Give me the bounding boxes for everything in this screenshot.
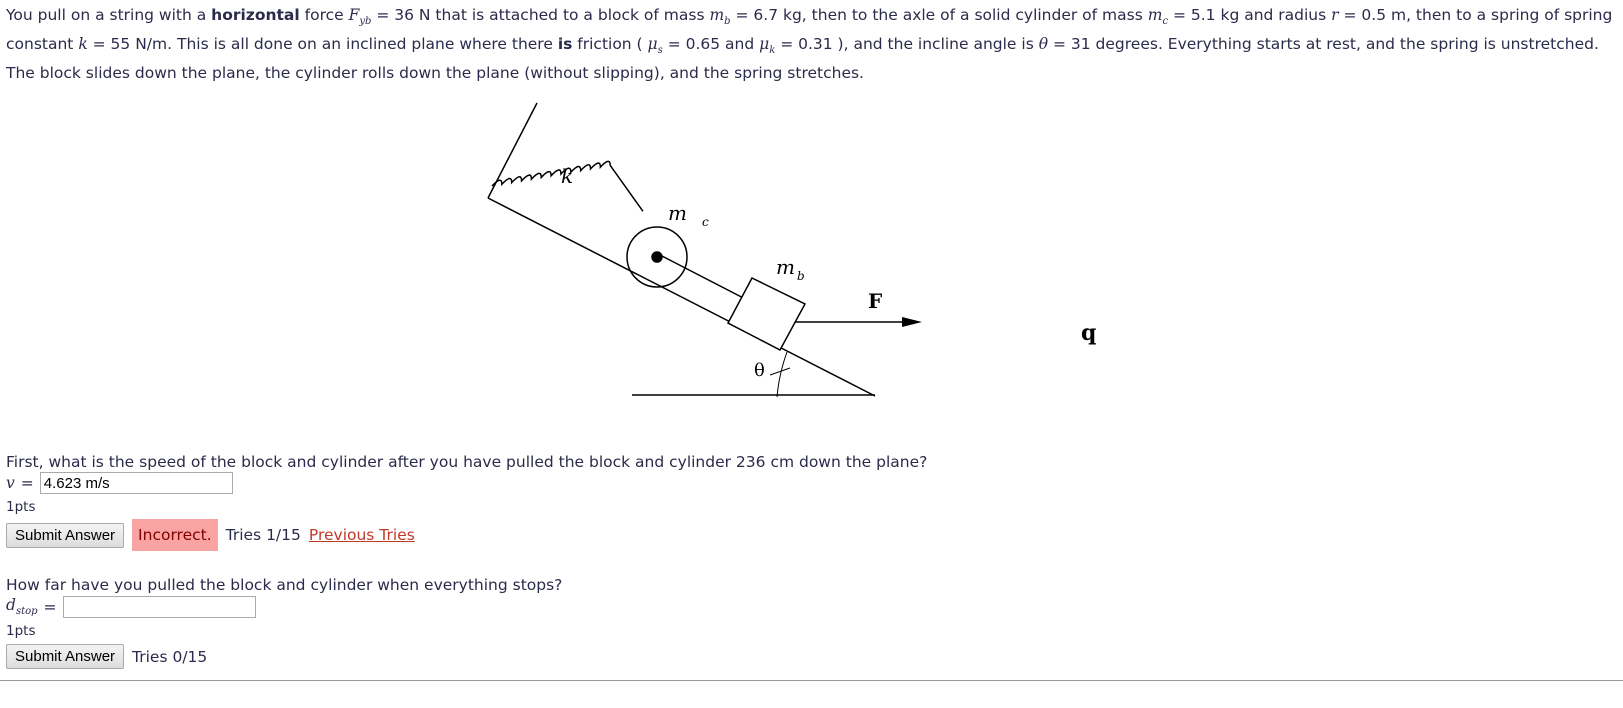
var-sub: yb — [359, 16, 372, 28]
var: θ — [1038, 35, 1049, 54]
var-sub: c — [1162, 16, 1169, 28]
text: = 0.65 and — [662, 35, 760, 54]
label-k: k — [561, 164, 574, 188]
text: = 31 degrees. Everything starts at rest, and the spring is unstretched. The block slides down the plane, the cylinder rolls down the plane (without slipping), and the spring stretches. — [6, 35, 1599, 83]
cylinder-axle — [652, 252, 662, 262]
status-badge: Incorrect. — [132, 519, 218, 551]
divider — [0, 680, 1623, 681]
var: m — [1147, 6, 1163, 24]
var-sub: b — [724, 16, 731, 28]
incline-surface — [488, 198, 875, 396]
text: = 6.7 kg, then to the axle of a solid cylinder of mass — [730, 6, 1148, 24]
var: r — [1331, 6, 1339, 24]
var: μ — [647, 35, 658, 54]
tries-count: Tries 1/15 — [225, 526, 301, 544]
text-bold: horizontal — [211, 6, 300, 24]
var-v: v — [6, 474, 15, 492]
label-mc-sub: c — [702, 215, 709, 229]
points-label: 1pts — [6, 499, 36, 515]
var-sub: s — [657, 45, 663, 57]
var: k — [78, 35, 88, 54]
points-label: 1pts — [6, 623, 36, 639]
var: m — [709, 6, 725, 24]
submit-answer-button-1[interactable]: Submit Answer — [6, 523, 124, 548]
incline-diagram — [0, 90, 1623, 410]
question-2-text: How far have you pulled the block and cylinder when everything stops? — [6, 576, 563, 594]
submit-answer-button-2[interactable]: Submit Answer — [6, 644, 124, 669]
connecting-rod — [660, 255, 755, 304]
label-mb: m — [776, 255, 795, 279]
text: = 5.1 kg and radius — [1168, 6, 1332, 24]
label-q: q — [1081, 320, 1097, 346]
var: F — [348, 6, 360, 24]
var-d: d — [6, 596, 16, 615]
text: You pull on a string with a — [6, 6, 212, 24]
question-1-text: First, what is the speed of the block and cylinder after you have pulled the block and cylinder 236 cm down the plane? — [6, 453, 928, 471]
text: = 0.5 m, then to a spring of spring constant — [6, 6, 1613, 54]
problem-statement — [6, 4, 1616, 84]
text: friction ( — [572, 35, 648, 54]
equals: = — [43, 598, 57, 616]
var: μ — [759, 35, 770, 54]
label-mc: m — [668, 201, 687, 225]
equals: = — [20, 474, 34, 492]
speed-answer-input[interactable] — [40, 472, 233, 494]
tries-count: Tries 0/15 — [132, 647, 208, 666]
label-mb-sub: b — [797, 269, 805, 283]
wall-line — [488, 103, 537, 198]
label-theta: θ — [754, 360, 765, 381]
distance-answer-input[interactable] — [63, 596, 256, 618]
text: force — [299, 6, 349, 24]
var-sub: stop — [15, 606, 38, 618]
block — [728, 278, 805, 350]
angle-arc — [777, 352, 787, 397]
var-sub: k — [769, 45, 776, 57]
text: = 0.31 ), and the incline angle is — [775, 35, 1039, 54]
previous-tries-link[interactable]: Previous Tries — [308, 526, 415, 544]
label-F: F — [868, 289, 883, 313]
text: = 36 N that is attached to a block of mass — [371, 6, 710, 24]
arrowhead — [902, 317, 922, 327]
text: = 55 N/m. This is all done on an inclined plane where there — [87, 35, 558, 54]
spring — [492, 119, 656, 252]
text-bold: is — [557, 35, 573, 54]
